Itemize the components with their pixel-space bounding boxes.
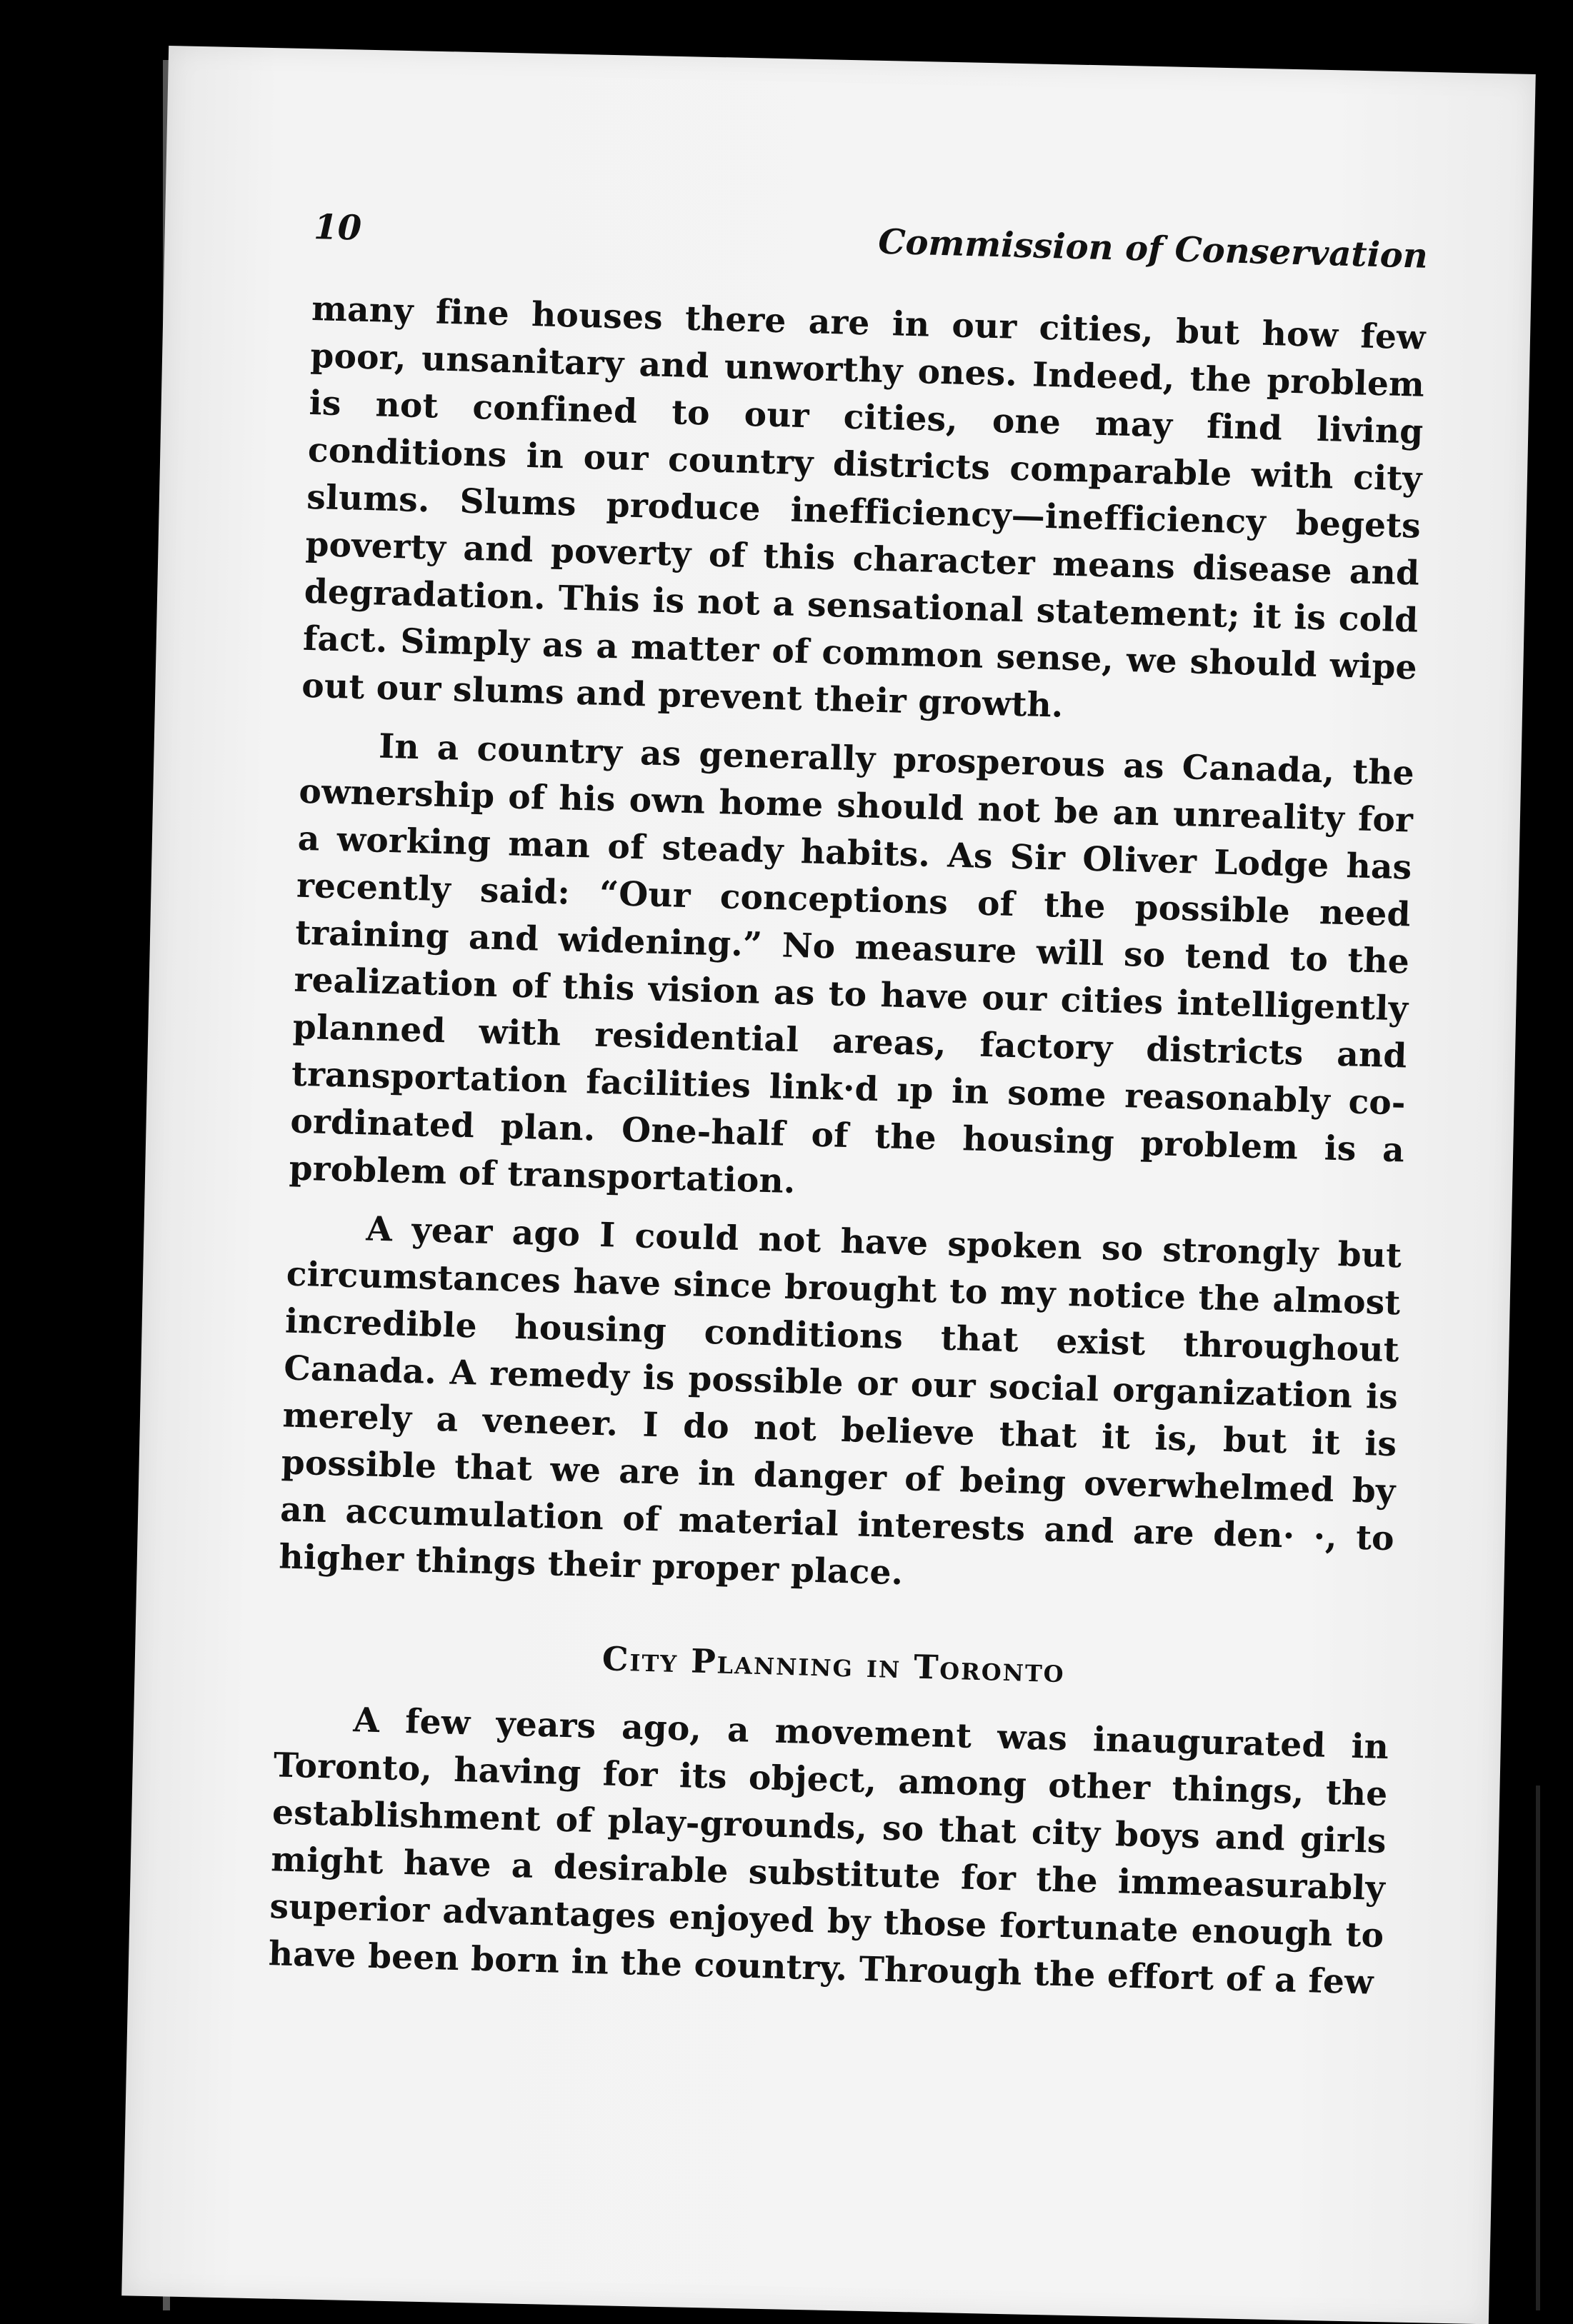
page-number: 10 bbox=[313, 207, 362, 249]
section-heading: City Planning in Toronto bbox=[601, 1639, 1066, 1691]
page-content bbox=[268, 207, 1428, 2007]
paragraph: A few years ago, a movement was inaugurated in Toronto, having for its object, among other things, the establishment of play-grounds, so that city boys and girls might have a desirable substitute for the immeasurably superior advantages enjoyed by those fortunate enough to have been born in the country. Through the effort of a few bbox=[268, 1701, 1389, 2003]
paragraph-continued: many fine houses there are in our cities, but how few poor, unsanitary and unworthy ones. Indeed, the problem is not confined to our cities, one may find living conditions in our country districts comparable with city slums. Slums produce inefficiency—inefficiency begets poverty and poverty of this character means disease and degradation. This is not a sensational statement; it is cold fact. Simply as a matter of common sense, we should wipe out our slums and prevent their growth. bbox=[301, 289, 1427, 726]
running-head: Commission of Conservation bbox=[877, 221, 1429, 276]
binding-edge bbox=[1536, 1785, 1540, 2310]
paragraph: A year ago I could not have spoken so strongly but circumstances have since brought to my notice the almost incredible housing conditions that exist throughout Canada. A remedy is possible or our social organization is merely a veneer. I do not believe that it is, but it is possible that we are in danger of being overwhelmed by an accumulation of material interests and are den· ·, to higher things their proper place. bbox=[278, 1209, 1402, 1593]
paragraph: In a country as generally prosperous as Canada, the ownership of his own home should not be an unreality for a working man of steady habits. As Sir Oliver Lodge has recently said: “Our conceptions of the possible need training and widening.” No measure will so tend to the realization of this vision as to have our cities intelligently planned with residential areas, factory districts and transportation facilities link·d ıp in some reasonably co-ordinated plan. One-half of the housing problem is a problem of transportation. bbox=[289, 726, 1415, 1202]
